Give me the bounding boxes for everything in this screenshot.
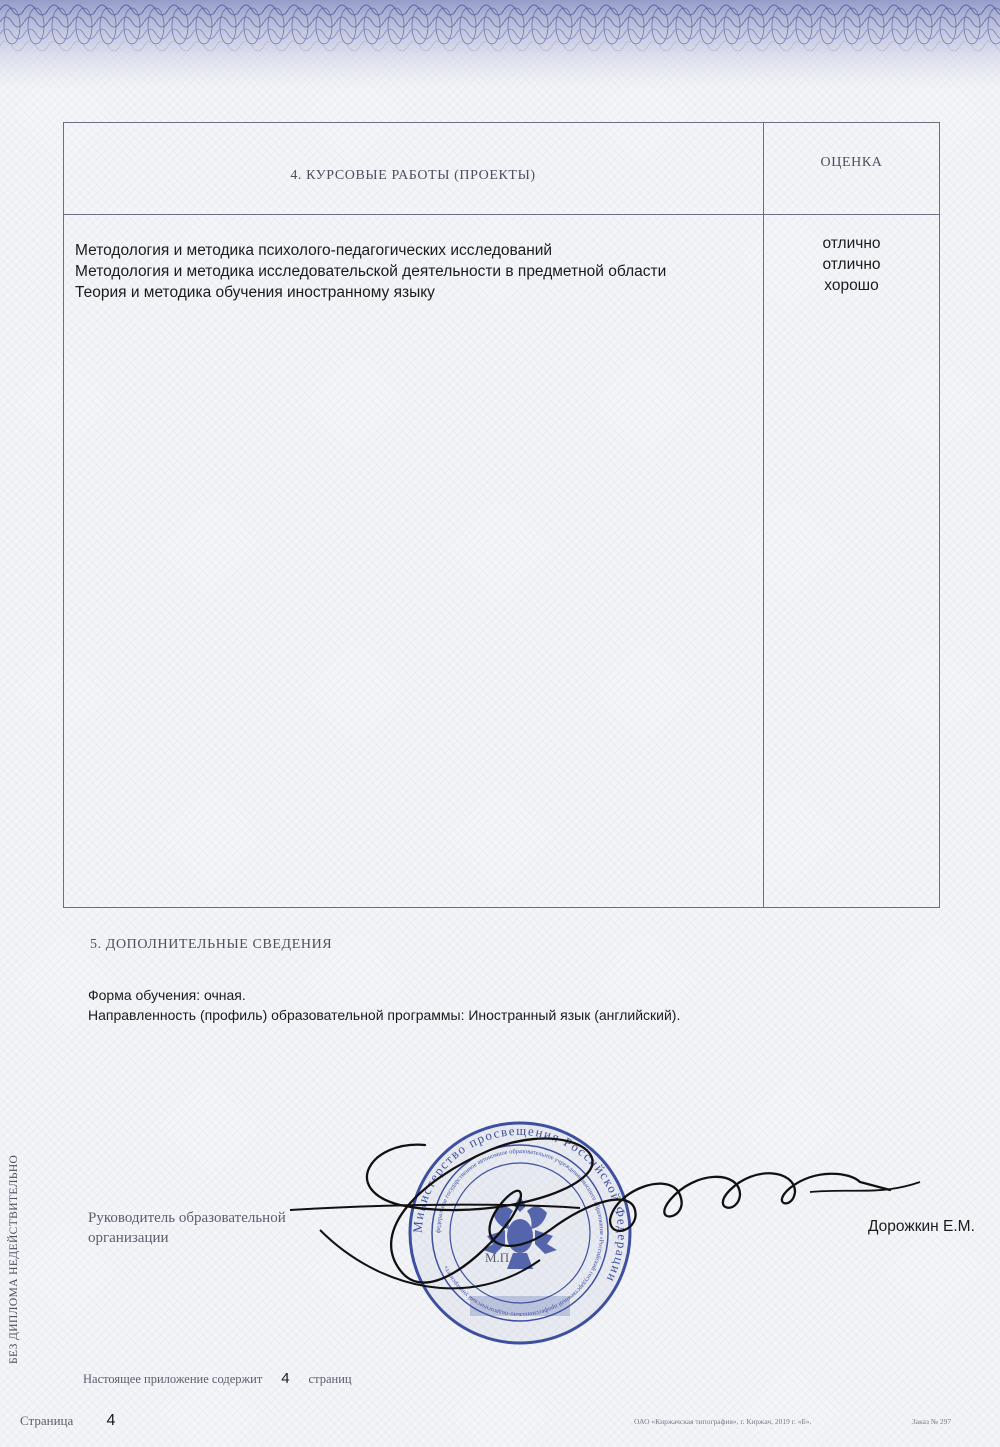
- coursework-title: Теория и методика обучения иностранному языку: [75, 284, 435, 301]
- coursework-header: 4. КУРСОВЫЕ РАБОТЫ (ПРОЕКТЫ): [290, 168, 536, 183]
- program-profile-line: Направленность (профиль) образовательной программы: Иностранный язык (английский).: [88, 1007, 681, 1023]
- page-number: 4: [106, 1412, 116, 1429]
- order-number: Заказ № 297: [912, 1417, 952, 1426]
- printer-imprint: ОАО «Киржачская типография», г. Киржач, 2019 г. «Б».: [634, 1417, 812, 1426]
- stamp-place-label: М.П.: [485, 1250, 513, 1265]
- coursework-list: [75, 240, 755, 303]
- page-count-prefix: Настоящее приложение содержит: [83, 1372, 263, 1386]
- additional-info-text: [88, 985, 848, 1025]
- study-form-line: Форма обучения: очная.: [88, 987, 246, 1003]
- grade-header: ОЦЕНКА: [820, 155, 883, 170]
- signer-role-line: Руководитель образовательной: [88, 1210, 286, 1226]
- page-count-suffix: страниц: [308, 1372, 352, 1386]
- grade-list: [763, 233, 940, 296]
- additional-info-heading: 5. ДОПОЛНИТЕЛЬНЫЕ СВЕДЕНИЯ: [90, 937, 333, 952]
- coursework-grade: отлично: [822, 256, 881, 273]
- page-label: Страница: [20, 1413, 74, 1428]
- coursework-grade: хорошо: [824, 277, 879, 294]
- coursework-title: Методология и методика исследовательской деятельности в предметной области: [75, 263, 667, 280]
- page-number-line: [20, 1412, 115, 1430]
- page-count-value: 4: [281, 1370, 290, 1387]
- guilloche-border: [0, 0, 1000, 90]
- page-count-line: [83, 1370, 352, 1387]
- coursework-title: Методология и методика психолого-педагогических исследований: [75, 242, 553, 259]
- coursework-grade: отлично: [822, 235, 881, 252]
- table-header-divider: [63, 214, 940, 215]
- signature-icon: [250, 1110, 930, 1320]
- signer-name: Дорожкин Е.М.: [868, 1218, 975, 1235]
- stamp-outer-text: Министерство просвещения Российской Федерации: [409, 1122, 631, 1286]
- validity-notice: БЕЗ ДИПЛОМА НЕДЕЙСТВИТЕЛЬНО: [8, 1154, 20, 1364]
- stamp-inner-text: федеральное государственное автономное образовательное учреждение высшего образования «Российский государственный профессионально-педагогический университет»: [434, 1147, 606, 1319]
- signer-role-line: организации: [88, 1230, 169, 1246]
